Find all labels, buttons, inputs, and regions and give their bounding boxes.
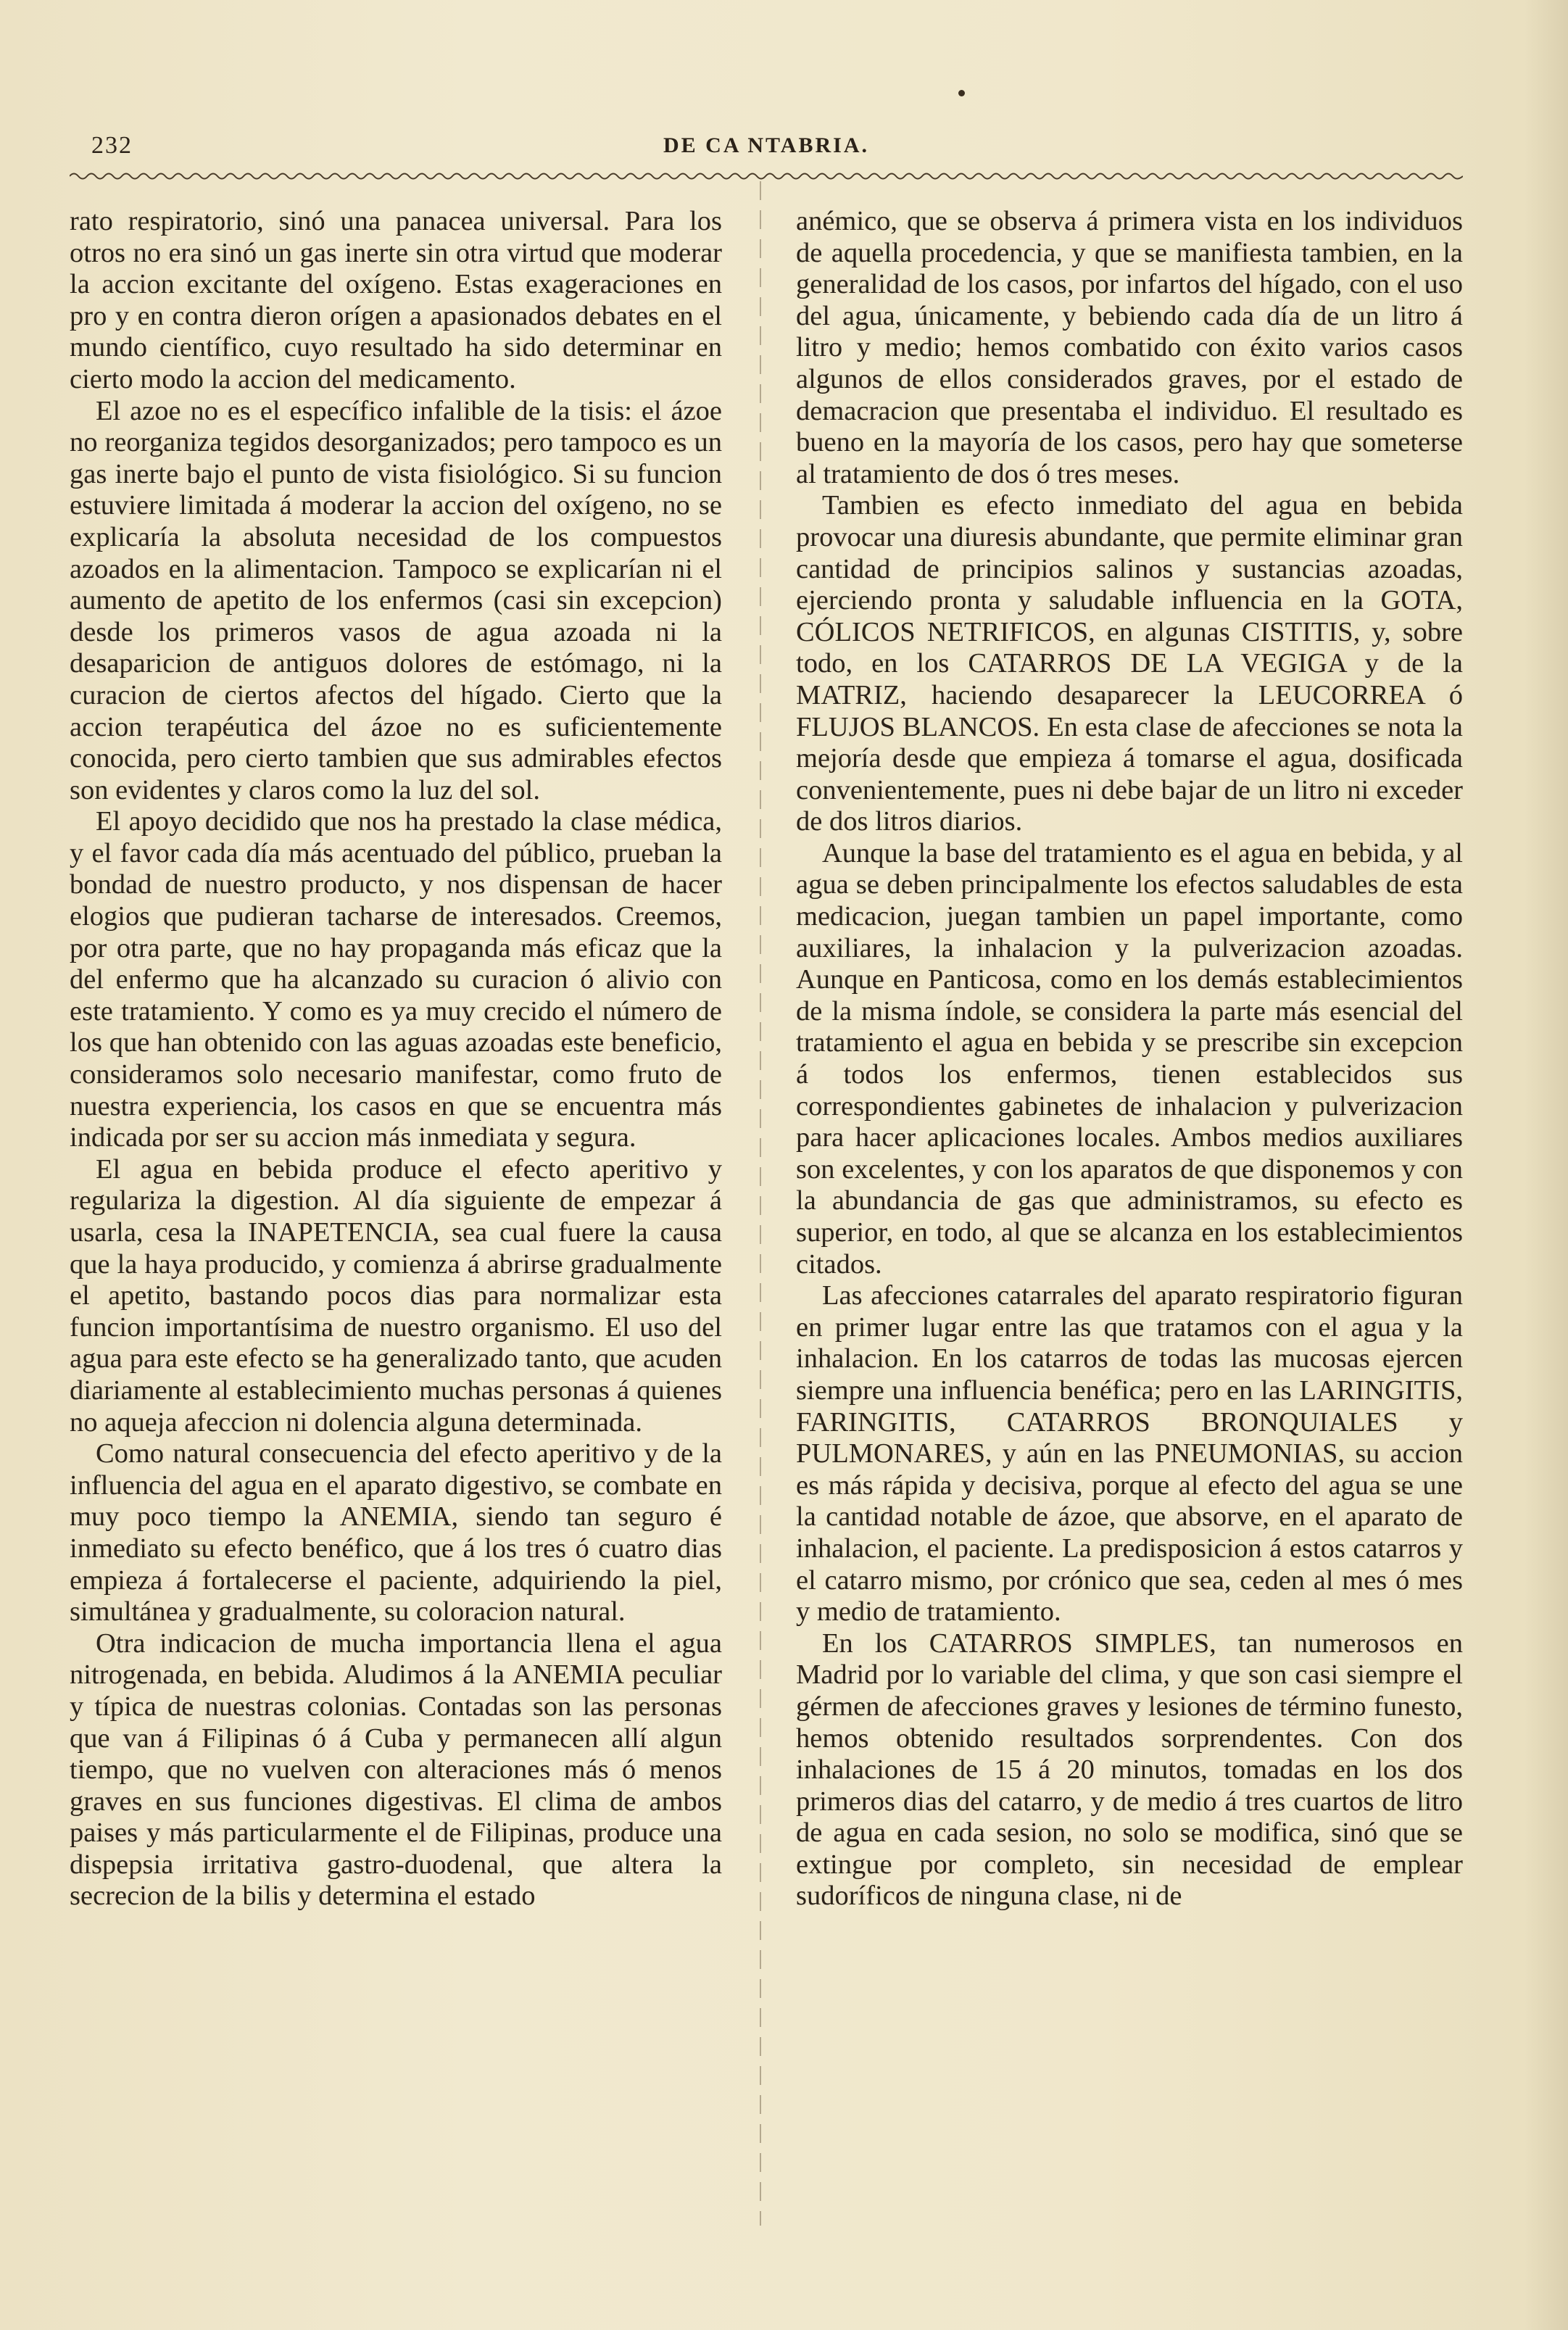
paragraph: En los CATARROS SIMPLES, tan numerosos en Madrid por lo variable del clima, y que son casi siempre el gérmen de afecciones graves y lesiones de término funesto, hemos obtenido resultados sorprendentes. Con dos inhalaciones de 15 á 20 minutos, tomadas en los dos primeros dias del catarro, y de medio á tres cuartos de litro de agua en cada sesion, no solo se modifica, sinó que se extingue por completo, sin necesidad de emplear sudoríficos de ninguna clase, ni de	[796, 1628, 1463, 1912]
paragraph: Las afecciones catarrales del aparato respiratorio figuran en primer lugar entre las que tratamos con el agua y la inhalacion. En los catarros de todas las mucosas ejercen siempre una influencia benéfica; pero en las LARINGITIS, FARINGITIS, CATARROS BRONQUIALES y PULMONARES, y aún en las PNEUMONIAS, su accion es más rápida y decisiva, porque al efecto del agua se une la cantidad notable de ázoe, que absorve, en el aparato de inhalacion, el paciente. La predisposicion á estos catarros y el catarro mismo, por crónico que sea, ceden al mes ó mes y medio de tratamiento.	[796, 1280, 1463, 1628]
paragraph: Aunque la base del tratamiento es el agua en bebida, y al agua se deben principalmente los efectos saludables de esta medicacion, juegan tambien un papel importante, como auxiliares, la inhalacion y la pulverizacion azoadas. Aunque en Panticosa, como en los demás establecimientos de la misma índole, se considera la parte más esencial del tratamiento el agua en bebida y se prescribe sin excepcion á todos los enfermos, tienen establecidos sus correspondientes gabinetes de inhalacion y pulverizacion para hacer aplicaciones locales. Ambos medios auxiliares son excelentes, y con los aparatos de que disponemos y con la abundancia de gas que administramos, su efecto es superior, en todo, al que se alcanza en los establecimientos citados.	[796, 837, 1463, 1280]
paragraph: El azoe no es el específico infalible de la tisis: el ázoe no reorganiza tegidos desorganizados; pero tampoco es un gas inerte bajo el punto de vista fisiológico. Si su funcion estuviere limitada á moderar la accion del oxígeno, no se explicaría la absoluta necesidad de los compuestos azoados en la alimentacion. Tampoco se explicarían ni el aumento de apetito de los enfermos (casi sin excepcion) desde los primeros vasos de agua azoada ni la desaparicion de antiguos dolores de estómago, ni la curacion de ciertos afectos del hígado. Cierto que la accion terapéutica del ázoe no es suficientemente conocida, pero cierto tambien que sus admirables efectos son evidentes y claros como la luz del sol.	[70, 395, 722, 805]
header-wavy-rule	[70, 171, 1463, 181]
paragraph: Tambien es efecto inmediato del agua en bebida provocar una diuresis abundante, que permite eliminar gran cantidad de principios salinos y sustancias azoadas, ejerciendo pronta y saludable influencia en la GOTA, CÓLICOS NETRIFICOS, en algunas CISTITIS, y, sobre todo, en los CATARROS DE LA VEGIGA y de la MATRIZ, haciendo desaparecer la LEUCORREA ó FLUJOS BLANCOS. En esta clase de afecciones se nota la mejoría desde que empieza á tomarse el agua, dosificada convenientemente, pues ni debe bajar de un litro ni exceder de dos litros diarios.	[796, 490, 1463, 837]
paragraph: Como natural consecuencia del efecto aperitivo y de la influencia del agua en el aparato digestivo, se combate en muy poco tiempo la ANEMIA, siendo tan seguro é inmediato su efecto benéfico, que á los tres ó cuatro dias empieza á fortalecerse el paciente, adquiriendo la piel, simultánea y gradualmente, su coloracion natural.	[70, 1438, 722, 1628]
right-column	[796, 206, 1463, 1912]
page-number: 232	[91, 132, 133, 159]
left-column	[70, 206, 722, 1912]
page-edge-shadow	[1525, 0, 1568, 2330]
paragraph: El apoyo decidido que nos ha prestado la clase médica, y el favor cada día más acentuado del público, prueban la bondad de nuestro producto, y nos dispensan de hacer elogios que pudieran tacharse de interesados. Creemos, por otra parte, que no hay propaganda más eficaz que la del enfermo que ha alcanzado su curacion ó alivio con este tratamiento. Y como es ya muy crecido el número de los que han obtenido con las aguas azoadas este beneficio, consideramos solo necesario manifestar, como fruto de nuestra experiencia, los casos en que se encuentra más indicada por ser su accion más inmediata y segura.	[70, 806, 722, 1153]
paragraph: anémico, que se observa á primera vista en los individuos de aquella procedencia, y que se manifiesta tambien, en la generalidad de los casos, por infartos del hígado, con el uso del agua, únicamente, y bebiendo cada día de un litro á litro y medio; hemos combatido con éxito varios casos algunos de ellos considerados graves, por el estado de demacracion que presentaba el individuo. El resultado es bueno en la mayoría de los casos, pero hay que someterse al tratamiento de dos ó tres meses.	[796, 206, 1463, 489]
ink-speck	[958, 90, 965, 96]
page-header	[70, 129, 1463, 165]
column-divider	[760, 181, 761, 2226]
paragraph: Otra indicacion de mucha importancia llena el agua nitrogenada, en bebida. Aludimos á la ANEMIA peculiar y típica de nuestras colonias. Contadas son las personas que van á Filipinas ó á Cuba y permanecen allí algun tiempo, que no vuelven con alteraciones más ó menos graves en sus funciones digestivas. El clima de ambos paises y más particularmente el de Filipinas, produce una dispepsia irritativa gastro-duodenal, que altera la secrecion de la bilis y determina el estado	[70, 1628, 722, 1912]
paragraph: El agua en bebida produce el efecto aperitivo y regulariza la digestion. Al día siguiente de empezar á usarla, cesa la INAPETENCIA, sea cual fuere la causa que la haya producido, y comienza á abrirse gradualmente el apetito, bastando pocos dias para normalizar esta funcion importantísima de nuestro organismo. El uso del agua para este efecto se ha generalizado tanto, que acuden diariamente al establecimiento muchas personas á quienes no aqueja afeccion ni dolencia alguna determinada.	[70, 1153, 722, 1438]
running-head: DE CA NTABRIA.	[663, 133, 869, 157]
paragraph: rato respiratorio, sinó una panacea universal. Para los otros no era sinó un gas inerte sin otra virtud que moderar la accion excitante del oxígeno. Estas exageraciones en pro y en contra dieron orígen a apasionados debates en el mundo científico, cuyo resultado ha sido determinar en cierto modo la accion del medicamento.	[70, 206, 722, 394]
